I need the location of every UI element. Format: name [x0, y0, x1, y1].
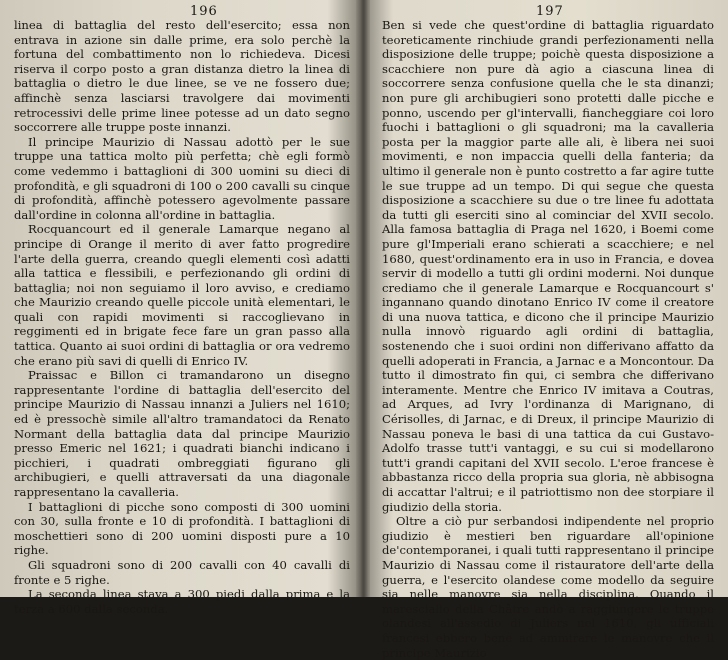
paragraph: Oltre a ciò pur serbandosi indipendente nel proprio giudizio è mestieri ben riguardare all'opinione de'contemporanei, i quali tutti rappresentano il principe Maurizio di Nassau come il ristauratore dell'arte della guerra, e l'esercito olandese come modello da seguire sia nelle manovre sia nella disciplina. Quando il maresciallo della Châtre andò a raggiungere le truppe olandesi all'assedio di Juliers nel 1610, gli ufficiali francesi ebbero bene ad ammirare le manovre che il principe Maurizio [382, 514, 714, 660]
paragraph: La seconda linea stava a 300 piedi dalla prima e la terza a 600 dalla seconda. [14, 587, 350, 616]
paragraph: linea di battaglia del resto dell'esercito; essa non entrava in azione sin dalle prime, era solo perchè la fortuna del combattimento non lo richiedeva. Dicesi riserva il corpo posto a gran distanza dietro la linea di battaglia o dietro le due linee, se ve ne fossero due; affinchè senza lasciarsi travolgere dai movimenti retrocessivi delle prime linee potesse ad un dato segno soccorrere alle truppe poste innanzi. [14, 18, 350, 135]
paragraph: I battaglioni di picche sono composti di 300 uomini con 30, sulla fronte e 10 di profondità. I battaglioni di moschettieri sono di 200 uomini disposti pure a 10 righe. [14, 499, 350, 558]
paragraph: Praissac e Billon ci tramandarono un disegno rappresentante l'ordine di battaglia dell'esercito del principe Maurizio di Nassau innanzi a Juliers nel 1610; ed è pressochè simile all'altro tramandatoci da Renato Normant della battaglia data dal principe Maurizio presso Emeric nel 1621; i quadrati bianchi indicano i picchieri, i quadrati ombreggiati figurano gli archibugieri, e quelli attraversati da una diagonale rappresentano la cavalleria. [14, 368, 350, 499]
page-number: 196 [190, 4, 218, 19]
page-number: 197 [536, 4, 564, 19]
left-page [0, 0, 358, 616]
paragraph: Gli squadroni sono di 200 cavalli con 40 cavalli di fronte e 5 righe. [14, 557, 350, 587]
paragraph: Ben si vede che quest'ordine di battaglia riguardato teoreticamente rinchiude grandi perfezionamenti nella disposizione delle truppe; poichè questa disposizione a scacchiere non pure dà agio a ciascuna linea di soccorrere senza confusione quella che le sta dinanzi; non pure gli archibugieri sono protetti dalle picche e ponno, uscendo per gl'intervalli, fiancheggiare coi loro fuochi i battaglioni o gli squadroni; ma la cavalleria posta per la maggior parte alle ali, è libera nei suoi movimenti, e non impaccia quelli della fanteria; da ultimo il generale non è punto costretto a far agire tutte le sue truppe ad un tempo. Di qui segue che questa disposizione a scacchiere su due o tre linee fu adottata da tutti gli eserciti sino al cominciar del XVII secolo. Alla famosa battaglia di Praga nel 1620, i Boemi come pure gl'Imperiali erano schierati a scacchiere; e nel 1680, quest'ordinamento era in uso in Francia, e dovea servir di modello a tutti gli ordini moderni. Noi dunque crediamo che il generale Lamarque e Rocquancourt s' ingannano quando dinotano Enrico IV come il creatore di una nuova tattica, e dicono che il principe Maurizio nulla innovò riguardo agli ordini di battaglia, sostenendo che i suoi ordini non differivano affatto da quelli adoperati in Francia, a Jarnac e a Moncontour. Da tutto il dimostrato fin qui, ci sembra che differivano interamente. Mentre che Enrico IV imitava a Coutras, ad Arques, ad Ivry l'ordinanza di Marignano, di Cérisolles, di Jarnac, e di Dreux, il principe Maurizio di Nassau poneva le basi di una tattica da cui Gustavo-Adolfo trasse tutt'i vantaggi, e su cui si modellarono tutt'i grandi capitani del XVII secolo. L'eroe francese è abbastanza ricco della propria sua gloria, nè abbisogna di accattar l'altrui; e il patriottismo non dee storpiare il giudizio della storia. [382, 18, 714, 514]
page-body [14, 18, 350, 616]
right-page [368, 0, 728, 660]
page-body [382, 18, 714, 660]
paragraph: Il principe Maurizio di Nassau adottò per le sue truppe una tattica molto più perfetta; chè egli formò come vedemmo i battaglioni di 300 uomini su dieci di profondità, e gli squadroni di 100 o 200 cavalli su cinque di profondità, affinchè potessero agevolmente passare dall'ordine in colonna all'ordine in battaglia. [14, 134, 350, 222]
paragraph: Rocquancourt ed il generale Lamarque negano al principe di Orange il merito di aver fatto progredire l'arte della guerra, creando quegli elementi così adatti alla tattica e flessibili, e perfezionando gli ordini di battaglia; noi non seguiamo il loro avviso, e crediamo che Maurizio creando quelle piccole unità elementari, le quali con rapidi movimenti si raccoglievano in reggimenti ed in brigate fece fare un gran passo alla tattica. Quanto ai suoi ordini di battaglia or ora vedremo che erano più savi di quelli di Enrico IV. [14, 222, 350, 368]
